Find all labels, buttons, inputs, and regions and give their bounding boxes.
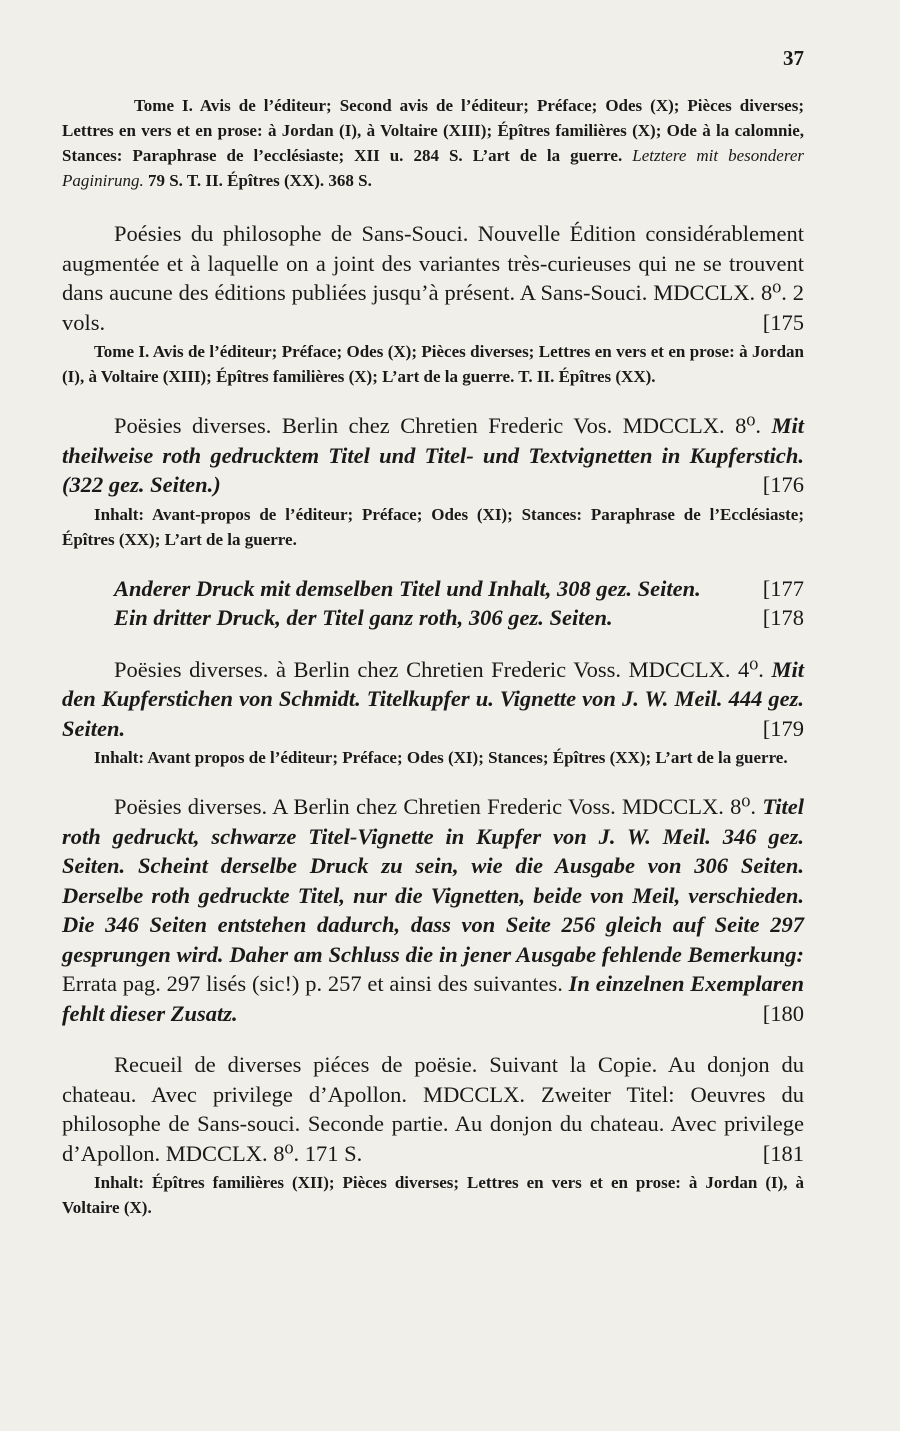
- page-number: 37: [783, 46, 804, 70]
- entry-note: Mit den Kupferstichen von Schmidt. Titelkupfer u. Vignette von J. W. Meil. 444 gez. Seiten.: [62, 656, 805, 741]
- entry-number: [179: [762, 715, 804, 741]
- entry-contents: Tome I. Avis de l’éditeur; Second avis de l’éditeur; Préface; Odes (X); Pièces diverses; Lettres en vers et en prose: à Jordan (I), à Voltaire (XIII); Épîtres familières (X); Ode à la calomnie, Stances: Paraphrase de l’ecclésiaste; XII u. 284 S. L’art de la guerre. Letztere mit besonderer Paginirung. 79 S. T. II. Épîtres (XX). 368 S.: [62, 96, 804, 190]
- entry-number: [175: [762, 309, 804, 335]
- bibliography-entry: [62, 411, 804, 552]
- bibliography-entry: [62, 1050, 804, 1220]
- bibliography-entry: [62, 574, 804, 604]
- bibliography-entry: [62, 792, 804, 1028]
- entry-note: In einzelnen Exemplaren fehlt dieser Zusatz.: [62, 971, 805, 1026]
- entry-note: Ein dritter Druck, der Titel ganz roth, 306 gez. Seiten.: [114, 605, 613, 630]
- entry-number: [178: [762, 605, 804, 630]
- bibliography-entry: [62, 219, 804, 389]
- entry-title: [62, 603, 804, 633]
- entry-contents: Inhalt: Épîtres familières (XII); Pièces diverses; Lettres en vers et en prose: à Jordan (I), à Voltaire (X).: [62, 1173, 804, 1217]
- entry-note: Mit theilweise roth gedrucktem Titel und Titel- und Textvignetten in Kupferstich. (322 gez. Seiten.): [62, 413, 805, 497]
- entry-contents: Inhalt: Avant-propos de l’éditeur; Préface; Odes (XI); Stances: Paraphrase de l’Ecclésiaste; Épîtres (XX); L’art de la guerre.: [62, 504, 804, 549]
- entry-note: Titel roth gedruckt, schwarze Titel-Vignette in Kupfer von J. W. Meil. 346 gez. Seiten. Scheint derselbe Druck zu sein, wie die Ausgabe von 306 Seiten. Derselbe roth gedruckte Titel, nur die Vignetten, beide von Meil, verschieden. Die 346 Seiten entstehen dadurch, dass von Seite 256 gleich auf Seite 297 gesprungen wird. Daher am Schluss die in jener Ausgabe fehlende Bemerkung:: [62, 794, 804, 967]
- entry-title: [62, 574, 804, 604]
- entry-number: [180: [762, 1000, 804, 1026]
- entry-contents: Inhalt: Avant propos de l’éditeur; Préface; Odes (XI); Stances; Épîtres (XX); L’art de la guerre.: [94, 748, 788, 767]
- entry-number: [181: [762, 1140, 804, 1166]
- entry-title: Poësies diverses. à Berlin chez Chretien Frederic Voss. MDCCLX. 4⁰. Mit den Kupferstichen von Schmidt. Titelkupfer u. Vignette von J. W. Meil. 444 gez. Seiten. [179: [62, 655, 804, 744]
- bibliography-entry: [62, 93, 804, 193]
- bibliography-entry: [62, 603, 804, 633]
- entry-number: [176: [762, 472, 804, 497]
- bibliography-entry: [62, 655, 804, 771]
- entry-number: [177: [762, 575, 804, 601]
- entry-contents: Tome I. Avis de l’éditeur; Préface; Odes (X); Pièces diverses; Lettres en vers et en prose: à Jordan (I), à Voltaire (XIII); Épîtres familières (X); L’art de la guerre. T. II. Épîtres (XX).: [62, 342, 804, 386]
- entry-note: Letztere mit besonderer Paginirung.: [62, 146, 804, 190]
- entry-title: Poésies du philosophe de Sans-Souci. Nouvelle Édition considérablement augmentée et à laquelle on a joint des variantes très-curieuses qui ne se trouvent dans aucune des éditions publiées jusqu’à présent. A Sans-Souci. MDCCLX. 8⁰. 2 vols. [175: [62, 219, 804, 337]
- entry-title: Recueil de diverses piéces de poësie. Suivant la Copie. Au donjon du chateau. Avec privilege d’Apollon. MDCCLX. Zweiter Titel: Oeuvres du philosophe de Sans-souci. Seconde partie. Au donjon du chateau. Avec privilege d’Apollon. MDCCLX. 8⁰. 171 S. [181: [62, 1050, 804, 1168]
- bibliography-list: [62, 91, 804, 1242]
- entry-note: Anderer Druck mit demselben Titel und Inhalt, 308 gez. Seiten.: [114, 575, 701, 601]
- entry-title: Poësies diverses. A Berlin chez Chretien Frederic Voss. MDCCLX. 8⁰. Titel roth gedruckt, schwarze Titel-Vignette in Kupfer von J. W. Meil. 346 gez. Seiten. Scheint derselbe Druck zu sein, wie die Ausgabe von 306 Seiten. Derselbe roth gedruckte Titel, nur die Vignetten, beide von Meil, verschieden. Die 346 Seiten entstehen dadurch, dass von Seite 256 gleich auf Seite 297 gesprungen wird. Daher am Schluss die in jener Ausgabe fehlende Bemerkung: Errata pag. 297 lisés (sic!) p. 257 et ainsi des suivantes. In einzelnen Exemplaren fehlt dieser Zusatz. [180: [62, 792, 804, 1028]
- entry-title: Poësies diverses. Berlin chez Chretien Frederic Vos. MDCCLX. 8⁰. Mit theilweise roth gedrucktem Titel und Titel- und Textvignetten in Kupferstich. (322 gez. Seiten.) [176: [62, 411, 804, 500]
